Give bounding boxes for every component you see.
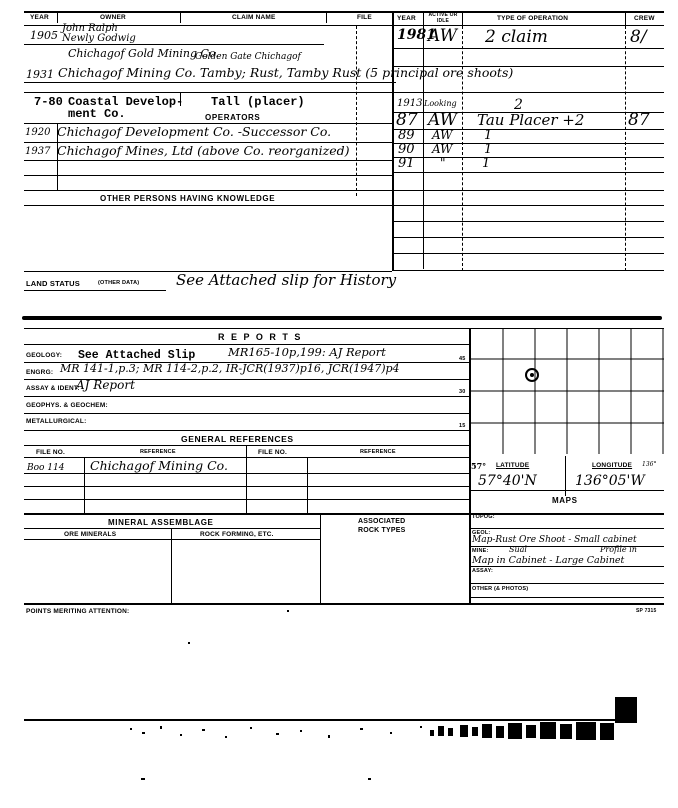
dot-2 (287, 610, 289, 612)
metallurgical-label: METALLURGICAL: (26, 418, 87, 425)
owner-names-1: John Ralph (62, 23, 118, 34)
op-rule-7 (392, 190, 664, 191)
assay-map-label: ASSAY: (472, 568, 494, 574)
lon-suffix: 136° (642, 461, 657, 468)
op-year-2: 1913 (397, 98, 423, 109)
geophys-rule (24, 413, 470, 414)
dot-3 (141, 778, 145, 780)
gr-rule-3 (24, 499, 470, 500)
gr-row1-ref: Chichagof Mining Co. (90, 458, 228, 473)
topog-label: TOPOG: (472, 514, 495, 520)
operators-rule-5 (24, 190, 392, 191)
op-crew-1: 8/ (630, 27, 647, 47)
op-rule-5 (392, 157, 664, 158)
type-crew-col (625, 11, 626, 25)
op-active-1: AW (428, 26, 458, 46)
typed-date: 7-80 (34, 95, 63, 109)
header-underline (24, 25, 664, 26)
footer-top (24, 603, 664, 605)
points-label: POINTS MERITING ATTENTION: (26, 608, 130, 615)
other-persons-label: OTHER PERSONS HAVING KNOWLEDGE (100, 194, 276, 203)
operator-year-1: 1920 (25, 127, 51, 138)
header-owner: OWNER (100, 14, 126, 21)
op-type-3: Tau Placer +2 (477, 111, 585, 129)
scan-noise-pattern (130, 722, 640, 750)
geology-hand: MR165-10p,199: AJ Report (228, 345, 386, 359)
land-status-value: See Attached slip for History (176, 271, 397, 289)
op-rule-1 (392, 48, 664, 49)
header-crew: CREW (634, 15, 655, 22)
gr-bottom (24, 513, 664, 515)
geology-typed: See Attached Slip (78, 349, 196, 362)
op-rule-11 (392, 253, 664, 254)
header-year: YEAR (30, 14, 49, 21)
corner-black-block (615, 697, 637, 723)
lat-prefix: 57° (471, 461, 487, 471)
owner-rule-2 (24, 82, 396, 83)
mine-hand-1: Sual (509, 545, 527, 554)
op-active-5: AW (432, 142, 453, 156)
header-type-of-operation: TYPE OF OPERATION (497, 15, 569, 22)
operators-label: OPERATORS (205, 113, 261, 122)
op-active-4: AW (432, 128, 453, 142)
owner-line2-sub: Golden Gate Chichagof (195, 52, 301, 62)
mine-hand-3: Map in Cabinet - Large Cabinet (472, 555, 625, 566)
op-active-3: AW (428, 110, 458, 130)
land-status-label: LAND STATUS (26, 279, 81, 288)
mine-hand-2: Profile in (600, 545, 637, 554)
lat-value: 57°40'N (478, 473, 537, 489)
active-dash-col (462, 26, 463, 271)
op-crew-3: 87 (628, 110, 650, 130)
engrg-label: ENGRG: (26, 369, 54, 376)
owner-year-1931: 1931 (26, 68, 54, 81)
owner-line2: Chichagof Gold Mining Co. (68, 47, 219, 60)
typed-owner-1: Coastal Develop- (68, 95, 184, 109)
reports-title: R E P O R T S (218, 332, 303, 342)
assay-map-rule (471, 583, 664, 584)
lon-value: 136°05'W (575, 473, 645, 489)
op-type-5: 1 (484, 142, 493, 157)
mine-label: MINE: (472, 548, 489, 554)
gr-col-file2: FILE NO. (258, 449, 288, 456)
dot-4 (368, 778, 371, 780)
maps-label: MAPS (552, 496, 578, 505)
op-year-6: 91 (398, 156, 415, 171)
op-active-2: Looking (424, 99, 457, 108)
land-status-underline (24, 290, 166, 291)
torn-edge (22, 316, 662, 320)
typed-owner-2: ment Co. (68, 107, 126, 121)
assay-rule (24, 396, 470, 397)
right-year-col (423, 11, 424, 269)
lon-label: LONGITUDE (592, 462, 633, 469)
op-type-6: 1 (482, 156, 491, 171)
assoc-label-1: ASSOCIATED (358, 518, 406, 525)
gr-col-ref: REFERENCE (140, 449, 176, 455)
operator-text-1: Chichagof Development Co. -Successor Co. (57, 124, 332, 139)
other-persons-rule (24, 205, 392, 206)
operators-rule-3 (24, 160, 392, 161)
gr-col-file: FILE NO. (36, 449, 66, 456)
operators-year-col (57, 124, 58, 190)
op-year-5: 90 (398, 142, 415, 157)
gr-rule-2 (24, 486, 470, 487)
geol-label: GEOL: (472, 530, 491, 536)
map-grid (471, 328, 664, 454)
latlon-rule (471, 490, 664, 491)
typed-rule-top (24, 92, 392, 93)
land-status-sub: (OTHER DATA) (98, 280, 140, 286)
engrg-hand: MR 141-1,p.3; MR 114-2,p.2, IR-JCR(1937)p16, JCR(1947)p4 (60, 362, 400, 375)
mineral-title-rule (24, 528, 320, 529)
rock-forming-label: ROCK FORMING, ETC. (200, 531, 274, 538)
mine-rule (471, 566, 664, 567)
owner-year-1905: 1905 (30, 29, 58, 42)
geology-label: GEOLOGY: (26, 352, 63, 359)
gr-col-ref2: REFERENCE (360, 449, 396, 455)
typed-claim: Tall (placer) (211, 95, 305, 109)
geol-hand: Map-Rust Ore Shoot - Small cabinet (472, 535, 637, 545)
lat-label: LATITUDE (496, 462, 530, 469)
geophys-label: GEOPHYS. & GEOCHEM: (26, 402, 108, 409)
gr-col-2 (246, 445, 247, 514)
op-active-6: " (440, 156, 446, 170)
gr-title-rule (24, 445, 470, 446)
op-year-3: 87 (396, 110, 418, 130)
mineral-assoc-col (320, 513, 321, 603)
crew-dash-col (625, 26, 626, 271)
assay-label: ASSAY & IDENT: (26, 385, 80, 392)
header-claim-name: CLAIM NAME (232, 14, 276, 21)
mineral-title: MINERAL ASSEMBLAGE (108, 518, 214, 527)
typed-vline (180, 93, 181, 106)
owner-line3: Chichagof Mining Co. Tamby; Rust, Tamby Rust (5 principal ore shoots) (58, 65, 514, 80)
map-grid-lines (471, 328, 664, 454)
form-no: SP 7315 (636, 608, 657, 614)
op-year-4: 89 (398, 128, 415, 143)
mineral-header-rule (24, 539, 320, 540)
maps-left-col (469, 513, 471, 605)
op-rule-12 (392, 270, 664, 271)
other-rule (471, 597, 664, 598)
op-rule-1c (392, 92, 664, 93)
op-type-4: 1 (484, 128, 493, 143)
assoc-label-2: ROCK TYPES (358, 527, 406, 534)
owner-names-2: Newly Godwig (62, 33, 136, 44)
claim-file-col (326, 11, 327, 23)
num-30: 30 (459, 389, 466, 395)
num-45: 45 (459, 356, 466, 362)
num-15: 15 (459, 423, 466, 429)
owner-rule-1 (24, 44, 324, 45)
op-rule-9 (392, 221, 664, 222)
top-border (24, 11, 664, 13)
header-file: FILE (357, 14, 372, 21)
active-col (462, 11, 463, 25)
mid-divider (392, 11, 394, 271)
left-year-col (57, 11, 58, 23)
op-rule-1b (392, 66, 664, 67)
gr-row1-file: Boo 114 (27, 463, 65, 473)
operators-rule-4 (24, 175, 392, 176)
bottom-scan-line (24, 719, 636, 721)
file-dash-col (356, 26, 357, 196)
op-rule-10 (392, 237, 664, 238)
op-year-1: 1981 (397, 27, 436, 43)
op-rule-8 (392, 205, 664, 206)
header-active-idle: ACTIVE OR IDLE (428, 12, 458, 24)
gr-rule-1 (24, 473, 470, 474)
other-photos-label: OTHER (& PHOTOS) (472, 586, 529, 592)
topog-rule (471, 528, 664, 529)
ore-minerals-label: ORE MINERALS (64, 531, 117, 538)
op-type-2: 2 (514, 97, 523, 113)
general-references-title: GENERAL REFERENCES (181, 434, 294, 444)
metallurgical-rule (24, 430, 470, 431)
operator-year-2: 1937 (25, 146, 51, 157)
op-rule-6 (392, 172, 664, 173)
scan-noise (130, 722, 640, 750)
op-type-1: 2 claim (485, 27, 548, 47)
assay-hand: AJ Report (76, 378, 135, 392)
operator-text-2: Chichagof Mines, Ltd (above Co. reorganized) (57, 143, 350, 158)
dot-1 (188, 642, 190, 644)
header-year-right: YEAR (397, 15, 416, 22)
owner-claim-col (180, 11, 181, 23)
